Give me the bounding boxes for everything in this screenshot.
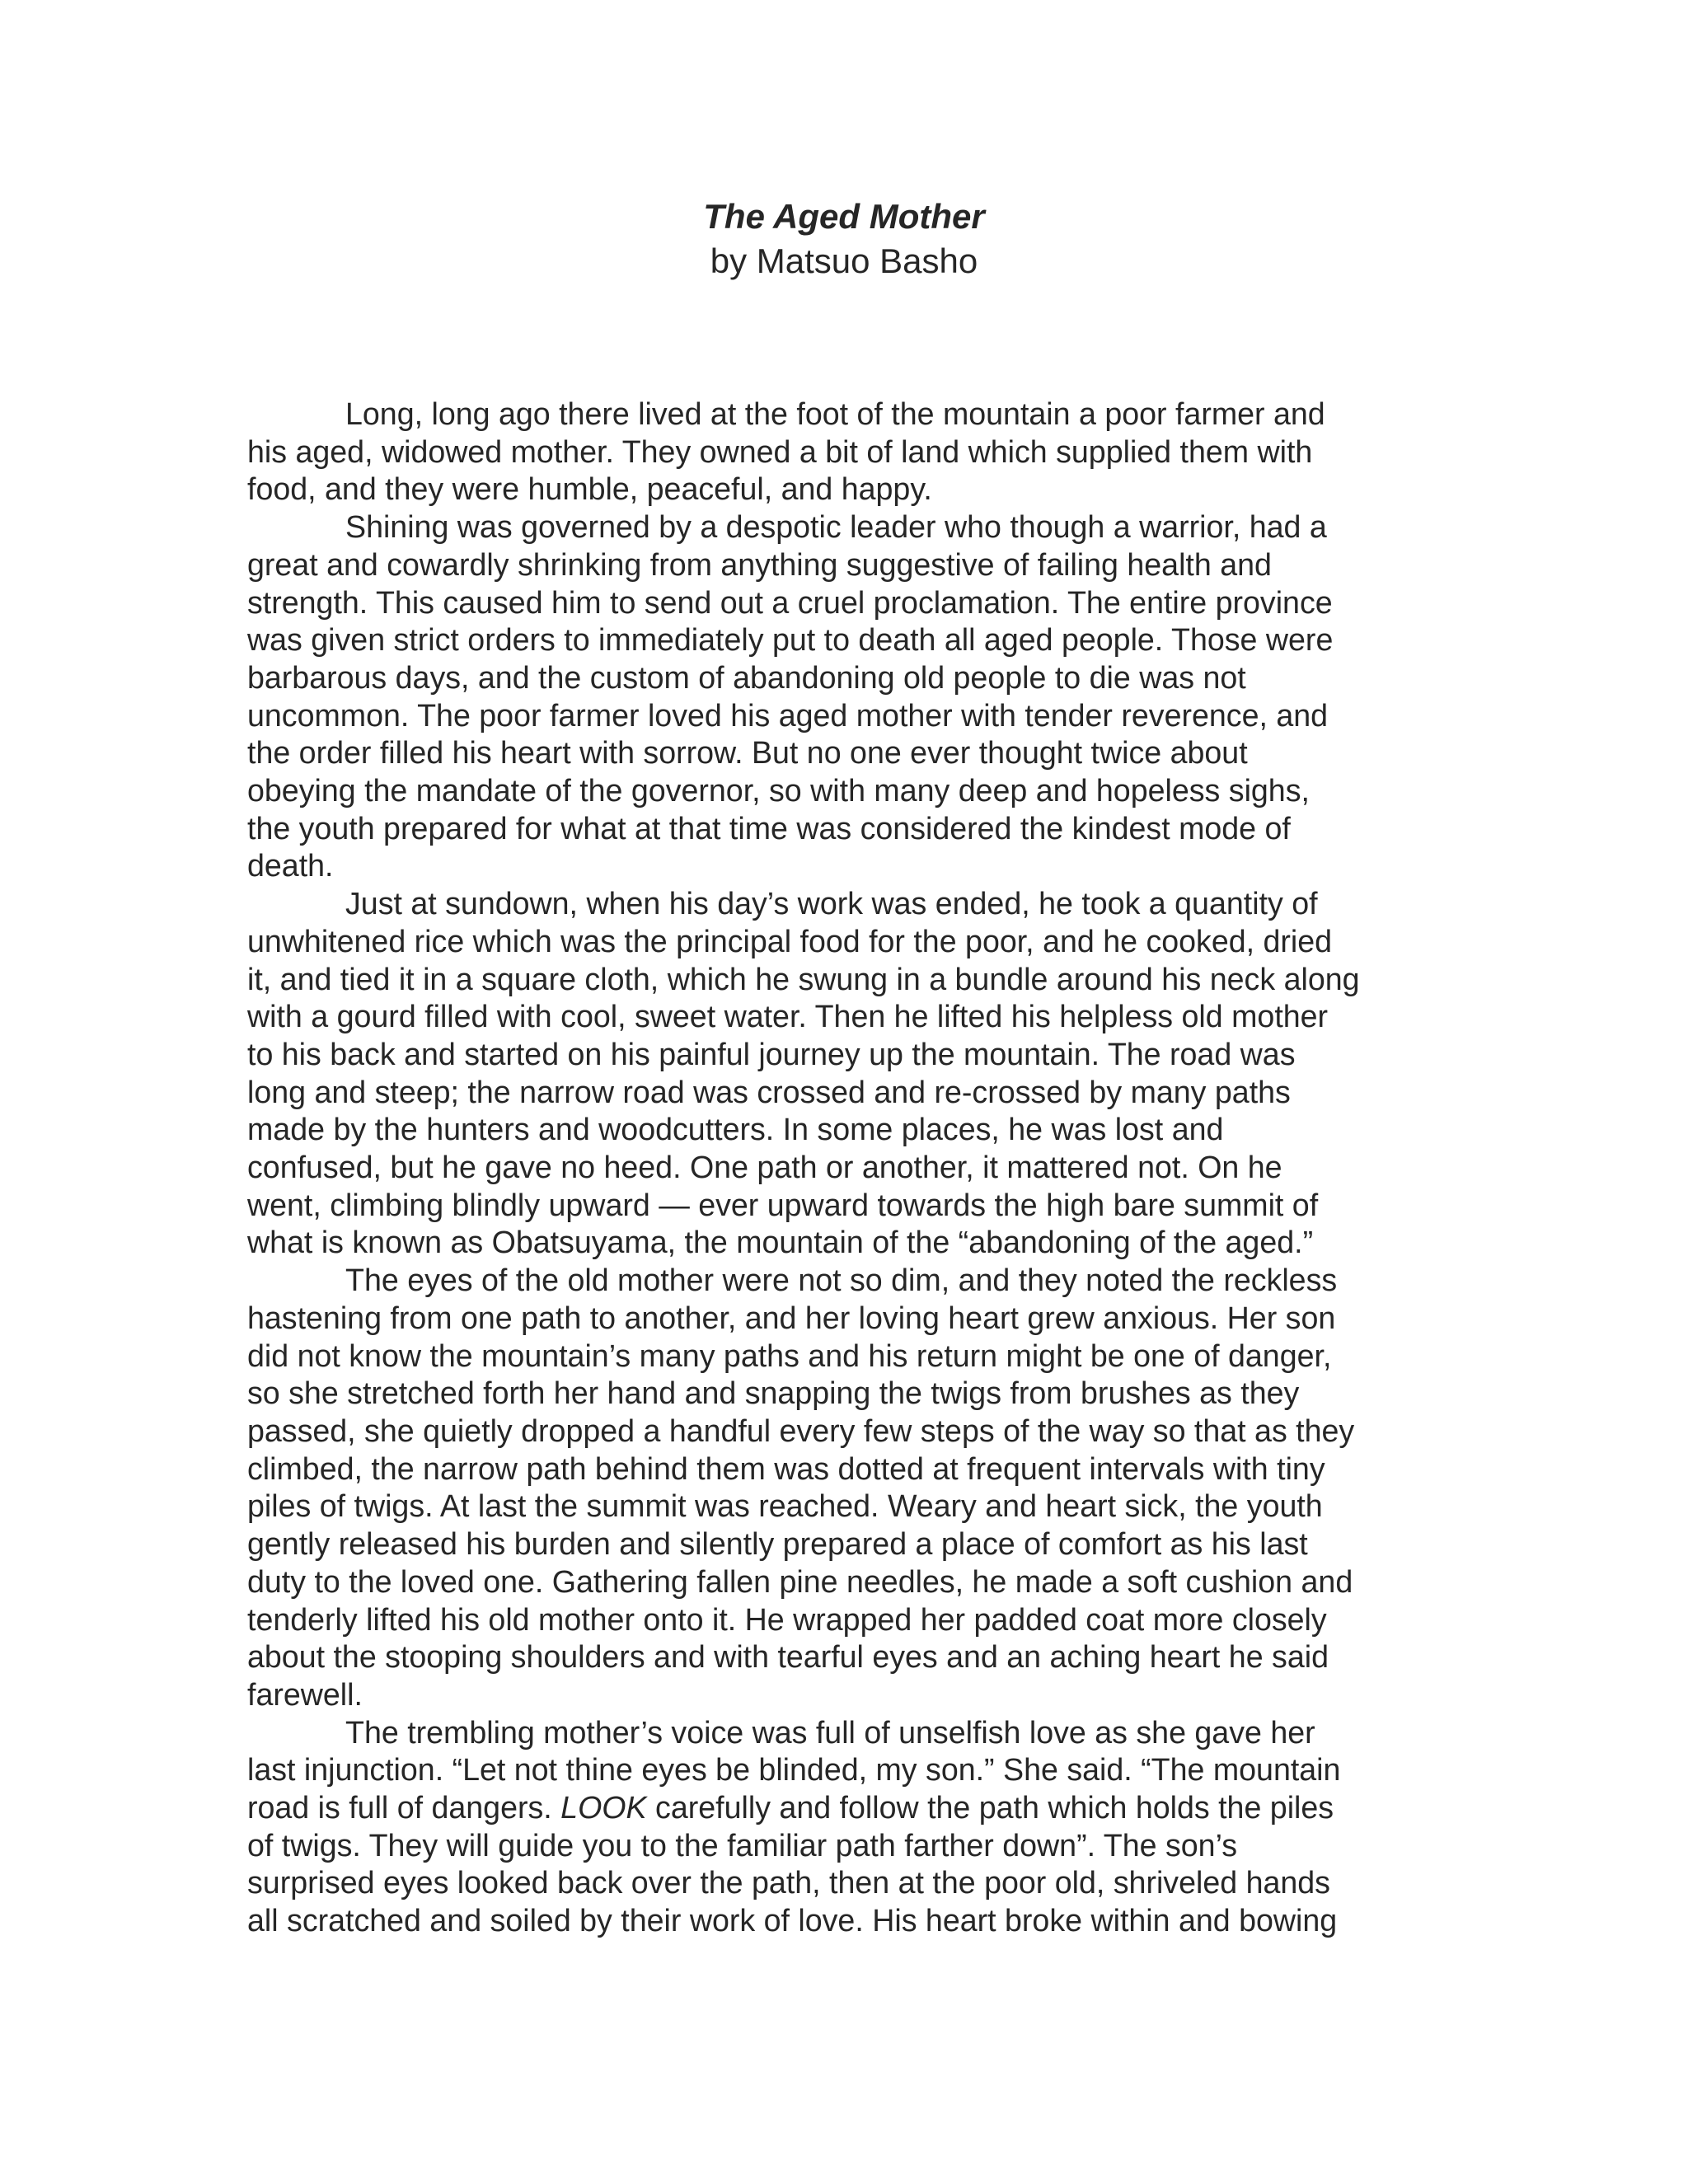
- text-line: climbed, the narrow path behind them was dotted at frequent intervals with tiny: [247, 1451, 1325, 1486]
- text-line: with a gourd filled with cool, sweet water. Then he lifted his helpless old mother: [247, 999, 1329, 1034]
- text-line: did not know the mountain’s many paths and his return might be one of danger,: [247, 1338, 1332, 1373]
- text-line: piles of twigs. At last the summit was reached. Weary and heart sick, the youth: [247, 1488, 1323, 1524]
- text-line: all scratched and soiled by their work of love. His heart broke within and bowing: [247, 1903, 1338, 1938]
- text-line: death.: [247, 848, 334, 883]
- text-line-with-emphasis: [247, 1789, 1442, 1827]
- text-line: barbarous days, and the custom of abandoning old people to die was not: [247, 659, 1246, 695]
- text-line: unwhitened rice which was the principal food for the poor, and he cooked, dried: [247, 923, 1333, 958]
- document-byline: by Matsuo Basho: [710, 241, 978, 280]
- text-line: food, and they were humble, peaceful, and happy.: [247, 471, 932, 507]
- text-line: about the stooping shoulders and with tearful eyes and an aching heart he said: [247, 1639, 1329, 1675]
- text-line: Long, long ago there lived at the foot of the mountain a poor farmer and: [345, 396, 1325, 431]
- text-line: his aged, widowed mother. They owned a bit of land which supplied them with: [247, 434, 1313, 469]
- story-body: [247, 396, 1442, 1940]
- text-line: great and cowardly shrinking from anything suggestive of failing health and: [247, 546, 1272, 582]
- text-segment: carefully and follow the path which holds the piles: [646, 1790, 1334, 1825]
- text-line: made by the hunters and woodcutters. In some places, he was lost and: [247, 1112, 1224, 1147]
- text-line: strength. This caused him to send out a cruel proclamation. The entire province: [247, 584, 1333, 620]
- text-line: obeying the mandate of the governor, so with many deep and hopeless sighs,: [247, 773, 1310, 808]
- text-line: was given strict orders to immediately put to death all aged people. Those were: [247, 622, 1334, 658]
- text-line: The eyes of the old mother were not so dim, and they noted the reckless: [345, 1263, 1338, 1298]
- document-title: The Aged Mother: [703, 197, 985, 236]
- text-line: duty to the loved one. Gathering fallen pine needles, he made a soft cushion and: [247, 1563, 1353, 1599]
- text-line: what is known as Obatsuyama, the mountain of the “abandoning of the aged.”: [247, 1225, 1314, 1260]
- text-line: went, climbing blindly upward — ever upward towards the high bare summit of: [247, 1187, 1319, 1222]
- text-line: it, and tied it in a square cloth, which he swung in a bundle around his neck along: [247, 961, 1360, 996]
- text-line: of twigs. They will guide you to the familiar path farther down”. The son’s: [247, 1827, 1238, 1863]
- text-line: Just at sundown, when his day’s work was ended, he took a quantity of: [345, 886, 1318, 921]
- text-line: tenderly lifted his old mother onto it. He wrapped her padded coat more closely: [247, 1601, 1327, 1637]
- text-line: the youth prepared for what at that time was considered the kindest mode of: [247, 810, 1291, 846]
- text-line: confused, but he gave no heed. One path or another, it mattered not. On he: [247, 1150, 1282, 1185]
- text-line: farewell.: [247, 1676, 363, 1712]
- text-segment: road is full of dangers.: [247, 1790, 561, 1825]
- text-line: gently released his burden and silently prepared a place of comfort as his last: [247, 1526, 1308, 1562]
- text-line: surprised eyes looked back over the path, then at the poor old, shriveled hands: [247, 1865, 1330, 1900]
- text-line: long and steep; the narrow road was crossed and re-crossed by many paths: [247, 1074, 1291, 1109]
- text-line: last injunction. “Let not thine eyes be blinded, my son.” She said. “The mountain: [247, 1752, 1341, 1788]
- text-line: hastening from one path to another, and her loving heart grew anxious. Her son: [247, 1300, 1336, 1335]
- text-line: uncommon. The poor farmer loved his aged mother with tender reverence, and: [247, 697, 1329, 733]
- text-line: the order filled his heart with sorrow. But no one ever thought twice about: [247, 735, 1248, 771]
- text-line: Shining was governed by a despotic leader who though a warrior, had a: [345, 509, 1327, 545]
- text-line: so she stretched forth her hand and snapping the twigs from brushes as they: [247, 1376, 1300, 1411]
- title-block: [0, 194, 1688, 284]
- text-line: passed, she quietly dropped a handful every few steps of the way so that as they: [247, 1413, 1355, 1448]
- text-line: to his back and started on his painful journey up the mountain. The road was: [247, 1036, 1296, 1071]
- text-line: The trembling mother’s voice was full of unselfish love as she gave her: [345, 1714, 1315, 1750]
- emphasized-word: LOOK: [560, 1790, 647, 1825]
